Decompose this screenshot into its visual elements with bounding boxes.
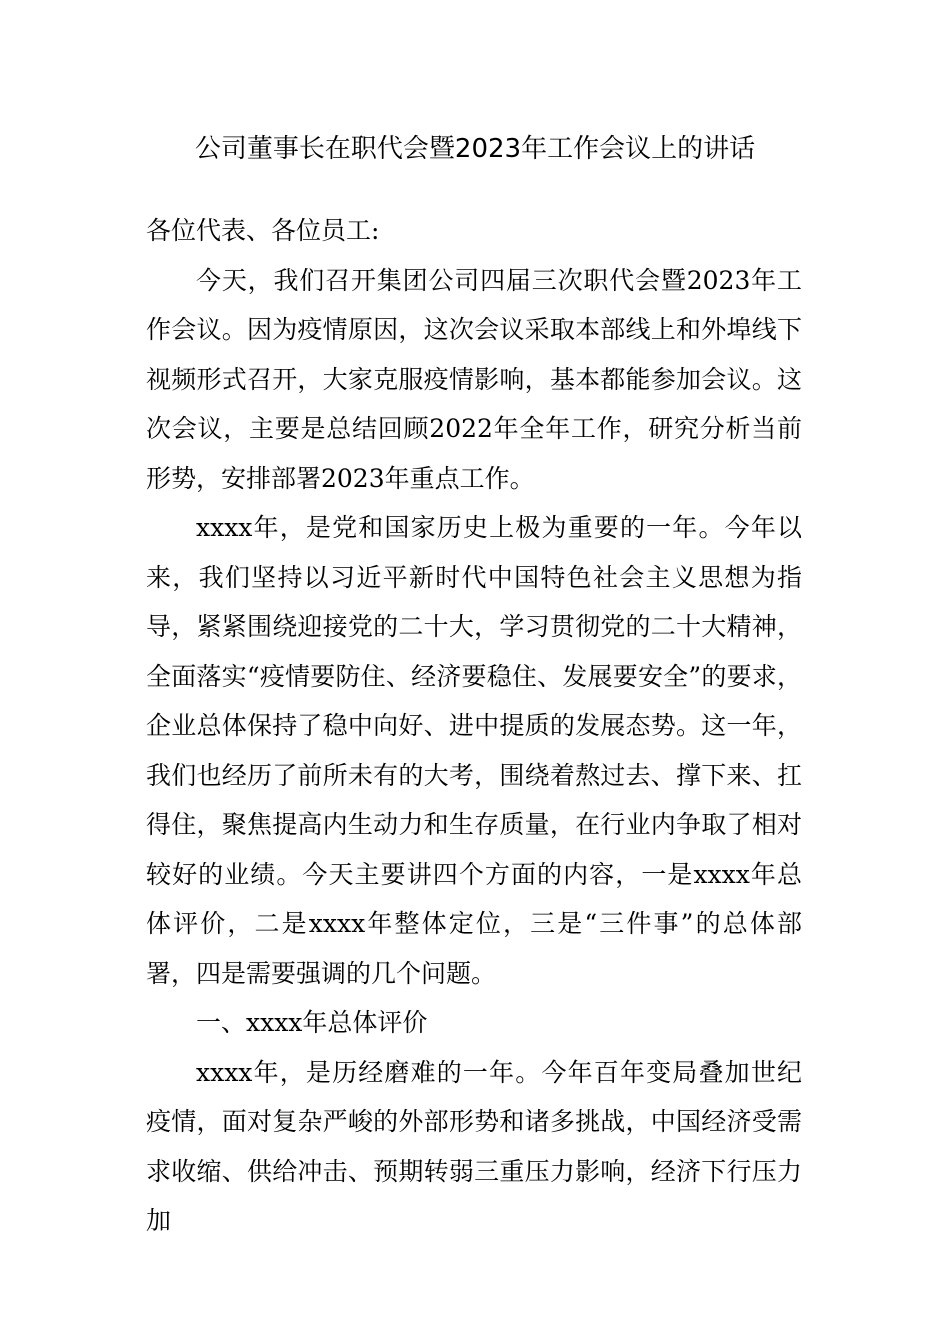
salutation: 各位代表、各位员工: <box>146 216 380 245</box>
paragraph-evaluation: xxxx年，是历经磨难的一年。今年百年变局叠加世纪疫情，面对复杂严峻的外部形势和诸多挑战，中国经济受需求收缩、供给冲击、预期转弱三重压力影响，经济下行压力加 <box>146 1057 802 1235</box>
paragraph-opening: 今天，我们召开集团公司四届三次职代会暨2023年工作会议。因为疫情原因，这次会议采取本部线上和外埠线下视频形式召开，大家克服疫情影响，基本都能参加会议。这次会议，主要是总结回顾2022年全年工作，研究分析当前形势，安排部署2023年重点工作。 <box>146 265 802 493</box>
section-heading: 一、xxxx年总体评价 <box>196 1008 428 1037</box>
document-title: 公司董事长在职代会暨2023年工作会议上的讲话 <box>194 134 756 164</box>
paragraph-review: xxxx年，是党和国家历史上极为重要的一年。今年以来，我们坚持以习近平新时代中国特色社会主义思想为指导，紧紧围绕迎接党的二十大，学习贯彻党的二十大精神，全面落实“疫情要防住、经济要稳住、发展要安全”的要求，企业总体保持了稳中向好、进中提质的发展态势。这一年，我们也经历了前所未有的大考，围绕着熬过去、撑下来、扛得住，聚焦提高内生动力和生存质量，在行业内争取了相对较好的业绩。今天主要讲四个方面的内容，一是xxxx年总体评价，二是xxxx年整体定位，三是“三件事”的总体部署，四是需要强调的几个问题。 <box>146 513 802 988</box>
document-body <box>146 206 802 1246</box>
